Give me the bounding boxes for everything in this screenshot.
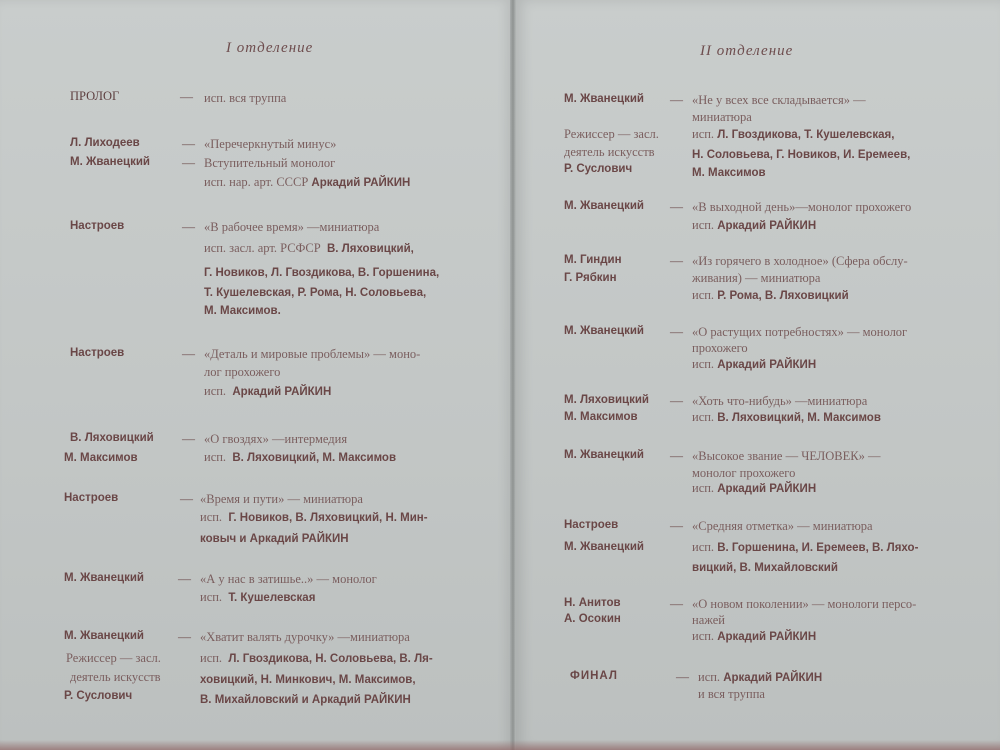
cast-prefix: исп. <box>692 481 715 495</box>
cast-prefix: исп. <box>698 670 721 684</box>
entry-author-2: М. Максимов <box>64 452 138 464</box>
entry-cast-line <box>204 283 426 301</box>
cover-edge <box>0 740 1000 750</box>
cast-names: Р. Рома, В. Ляховицкий <box>717 290 849 302</box>
cast-names: В. Ляховицкий, М. Максимов <box>717 412 881 424</box>
entry-title: «Не у всех все складывается» — <box>692 93 866 107</box>
entry-author: Н. Анитов <box>564 597 621 609</box>
entry-cast <box>204 384 331 399</box>
cast-names: М. Максимов <box>692 167 766 179</box>
entry-title: «Время и пути» — миниатюра <box>200 492 363 506</box>
director-name: Р. Суслович <box>64 690 133 702</box>
cast-names: Аркадий РАЙКИН <box>717 359 817 371</box>
entry-author-2: Г. Рябкин <box>564 272 617 284</box>
cast-prefix: исп. <box>200 651 223 665</box>
entry-author: М. Жванецкий <box>564 449 644 461</box>
entry-title: «В рабочее время» —миниатюра <box>204 220 380 234</box>
prolog-label: ПРОЛОГ <box>70 89 120 103</box>
cast-names: Аркадий РАЙКИН <box>717 483 817 495</box>
entry-dash: — <box>670 596 683 611</box>
entry-cast <box>692 357 816 372</box>
entry-title: «Хватит валять дурочку» —миниатюра <box>200 630 410 644</box>
entry-author: В. Ляховицкий <box>70 432 154 444</box>
entry-author: М. Жванецкий <box>564 93 644 105</box>
entry-title: «О растущих потребностях» — монолог <box>692 325 908 339</box>
entry-cast-line <box>204 263 439 281</box>
entry-cast-line <box>200 670 416 688</box>
entry-dash: — <box>670 448 683 463</box>
entry-dash: — <box>670 518 683 533</box>
entry-author: Настроев <box>70 347 125 359</box>
cast-names: вицкий, В. Михайловский <box>692 562 838 574</box>
cast-prefix: исп. <box>692 218 715 232</box>
entry-author: М. Жванецкий <box>70 156 150 168</box>
cast-names: Г. Новиков, Л. Гвоздикова, В. Горшенина, <box>204 267 440 279</box>
entry-title: «Деталь и мировые проблемы» — моно- <box>204 347 421 361</box>
entry-dash: — <box>180 491 193 506</box>
cast-prefix: исп. <box>692 127 715 141</box>
cast-prefix: исп. <box>692 288 715 302</box>
cast-names: Аркадий РАЙКИН <box>717 220 817 232</box>
entry-author: Л. Лиходеев <box>70 137 140 149</box>
entry-cast <box>692 410 881 425</box>
cast-prefix: исп. засл. арт. РСФСР <box>204 241 321 255</box>
cast-names: В. Ляховицкий, М. Максимов <box>232 452 397 464</box>
cast-names: Т. Кушелевская <box>228 592 316 604</box>
finale-dash: — <box>676 669 689 684</box>
entry-author: М. Жванецкий <box>64 630 144 642</box>
cast-names: Т. Кушелевская, Р. Рома, Н. Соловьева, <box>204 287 427 299</box>
entry-cast-line <box>200 529 349 547</box>
cast-prefix: исп. <box>200 510 223 524</box>
prolog-text: исп. вся труппа <box>204 91 287 105</box>
entry-title-cont: живания) — миниатюра <box>692 271 821 285</box>
director-line: деятель искусств <box>564 145 655 159</box>
entry-author: М. Жванецкий <box>564 325 644 337</box>
cast-names: ковыч и Аркадий РАЙКИН <box>200 533 349 545</box>
entry-author: М. Ляховицкий <box>564 394 649 406</box>
director-name: Р. Суслович <box>564 163 633 175</box>
entry-cast <box>692 288 849 303</box>
entry-author: Настроев <box>70 220 125 232</box>
entry-cast-line <box>204 301 281 319</box>
entry-dash: — <box>178 571 191 586</box>
left-section-title: I отделение <box>226 40 314 56</box>
entry-dash: — <box>178 629 191 644</box>
entry-title: «А у нас в затишье..» — монолог <box>200 572 377 586</box>
entry-dash: — <box>182 136 195 151</box>
cast-names: ховицкий, Н. Минкович, М. Максимов, <box>200 674 416 686</box>
entry-author: М. Гиндин <box>564 254 622 266</box>
cast-names: Г. Новиков, В. Ляховицкий, Н. Мин- <box>228 512 428 524</box>
entry-cast <box>204 241 414 256</box>
entry-author: Настроев <box>64 492 119 504</box>
cast-prefix: исп. <box>204 384 227 398</box>
entry-dash: — <box>182 219 195 234</box>
entry-dash: — <box>182 346 195 361</box>
cast-names: Аркадий РАЙКИН <box>311 177 411 189</box>
entry-cast-line <box>692 558 838 576</box>
entry-cast <box>692 540 918 555</box>
entry-cast <box>692 218 816 233</box>
entry-title: «Хоть что-нибудь» —миниатюра <box>692 394 868 408</box>
cast-names: В. Горшенина, И. Еремеев, В. Ляхо- <box>717 542 919 554</box>
entry-cast <box>200 651 433 666</box>
entry-dash: — <box>670 199 683 214</box>
entry-title-cont: лог прохожего <box>204 365 281 379</box>
prolog-dash: — <box>180 89 193 104</box>
cast-prefix: исп. <box>692 540 715 554</box>
entry-title-cont: нажей <box>692 613 725 627</box>
entry-cast <box>200 590 315 605</box>
cast-prefix: исп. <box>200 590 223 604</box>
finale-cast <box>698 670 822 685</box>
director-line: Режиссер — засл. <box>564 127 659 141</box>
entry-cast-line <box>692 163 766 181</box>
cast-prefix: исп. <box>204 450 227 464</box>
cast-names: В. Михайловский и Аркадий РАЙКИН <box>200 694 411 706</box>
cast-prefix: исп. <box>692 629 715 643</box>
entry-title-cont: миниатюра <box>692 110 752 124</box>
entry-title: «Средняя отметка» — миниатюра <box>692 519 873 533</box>
entry-title: Вступительный монолог <box>204 156 336 170</box>
right-section-title: II отделение <box>700 43 794 59</box>
cast-prefix: исп. <box>692 410 715 424</box>
entry-cast <box>200 510 428 525</box>
cast-prefix: исп. нар. арт. СССР <box>204 175 309 189</box>
finale-label: ФИНАЛ <box>570 670 618 682</box>
entry-cast <box>692 629 816 644</box>
cast-names: Аркадий РАЙКИН <box>717 631 817 643</box>
entry-author: М. Жванецкий <box>64 572 144 584</box>
entry-title: «О новом поколении» — монологи персо- <box>692 597 917 611</box>
entry-cast-line <box>692 145 910 163</box>
entry-title: «Из горячего в холодное» (Сфера обслу- <box>692 254 908 268</box>
cast-names: В. Ляховицкий, <box>326 243 414 255</box>
entry-cast <box>204 175 410 190</box>
book-spine <box>510 0 516 750</box>
entry-dash: — <box>670 393 683 408</box>
entry-author: Настроев <box>564 519 619 531</box>
entry-author-2: М. Максимов <box>564 411 638 423</box>
cast-names: Н. Соловьева, Г. Новиков, И. Еремеев, <box>692 149 911 161</box>
entry-dash: — <box>182 431 195 446</box>
finale-line2: и вся труппа <box>698 687 765 701</box>
entry-cast <box>692 481 816 496</box>
entry-title: «В выходной день»—монолог прохожего <box>692 200 912 214</box>
cast-names: Аркадий РАЙКИН <box>232 386 332 398</box>
entry-author-2: А. Осокин <box>564 613 621 625</box>
entry-dash: — <box>670 253 683 268</box>
entry-title: «Высокое звание — ЧЕЛОВЕК» — <box>692 449 881 463</box>
entry-title: «О гвоздях» —интермедия <box>204 432 348 446</box>
director-line: Режиссер — засл. <box>66 651 161 665</box>
entry-author: М. Жванецкий <box>564 200 644 212</box>
cast-names: Л. Гвоздикова, Н. Соловьева, В. Ля- <box>228 653 433 665</box>
cast-names: Л. Гвоздикова, Т. Кушелевская, <box>717 129 895 141</box>
cast-names: Аркадий РАЙКИН <box>723 672 823 684</box>
entry-dash: — <box>670 324 683 339</box>
entry-dash: — <box>670 92 683 107</box>
cast-names: М. Максимов. <box>204 305 281 317</box>
director-line: деятель искусств <box>70 670 161 684</box>
cast-prefix: исп. <box>692 357 715 371</box>
entry-title-cont: монолог прохожего <box>692 466 796 480</box>
entry-author-2: М. Жванецкий <box>564 541 644 553</box>
entry-dash: — <box>182 155 195 170</box>
entry-cast-line <box>200 690 411 708</box>
entry-title: «Перечеркнутый минус» <box>204 137 337 151</box>
entry-title-cont: прохожего <box>692 341 748 355</box>
entry-cast <box>692 127 894 142</box>
entry-cast <box>204 450 396 465</box>
